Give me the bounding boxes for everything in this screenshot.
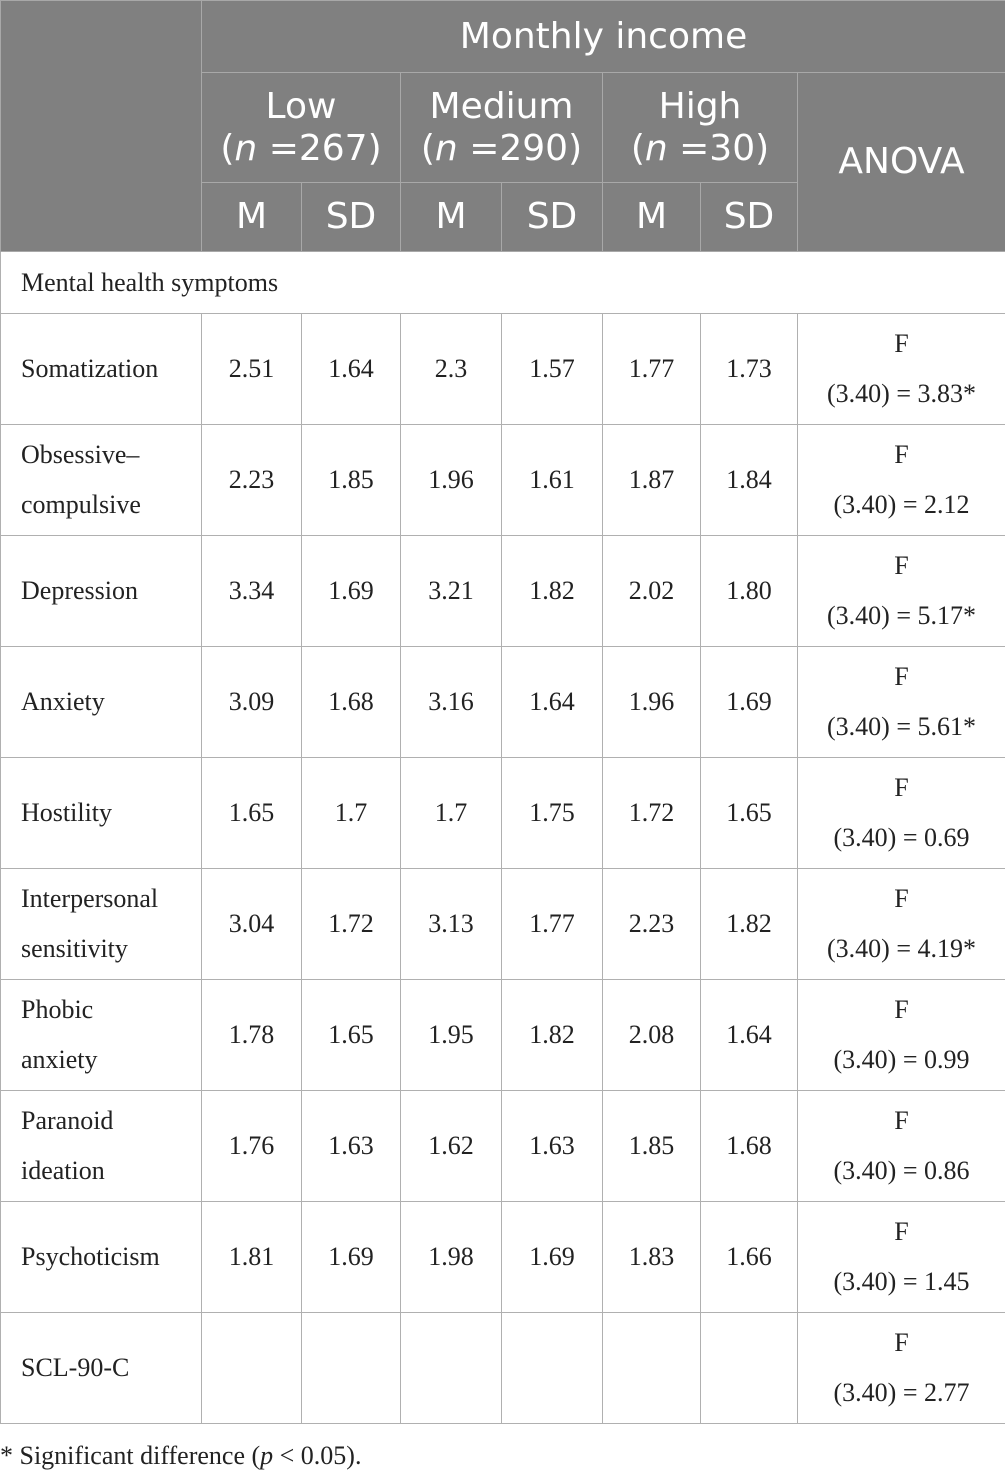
- anova-stat-label: F: [798, 1207, 1005, 1257]
- row-label-line: ideation: [21, 1146, 193, 1196]
- cell-m-low: 2.51: [202, 314, 302, 425]
- anova-stat-value: (3.40) = 3.83*: [798, 369, 1005, 419]
- cell-sd-high: 1.66: [701, 1202, 798, 1313]
- cell-m-low: 3.34: [202, 536, 302, 647]
- cell-sd-medium: 1.63: [502, 1091, 603, 1202]
- cell-m-high: 1.77: [603, 314, 701, 425]
- cell-sd-low: 1.63: [302, 1091, 401, 1202]
- row-label-line: compulsive: [21, 480, 193, 530]
- cell-anova: [798, 758, 1005, 869]
- cell-sd-medium: 1.82: [502, 536, 603, 647]
- cell-m-medium: 1.95: [401, 980, 502, 1091]
- cell-m-high: 1.72: [603, 758, 701, 869]
- table-row: [1, 536, 1005, 647]
- header-corner-cell: [1, 1, 202, 252]
- cell-m-low: 1.81: [202, 1202, 302, 1313]
- header-group-medium: Medium (n =290): [401, 73, 603, 183]
- footnote: [0, 1430, 361, 1482]
- row-label: [1, 1202, 202, 1313]
- table-row: [1, 1202, 1005, 1313]
- cell-sd-low: [302, 1313, 401, 1424]
- footnote-p-symbol: p: [260, 1441, 273, 1470]
- header-group-low: Low (n =267): [202, 73, 401, 183]
- table-row: [1, 425, 1005, 536]
- cell-sd-high: [701, 1313, 798, 1424]
- row-label: [1, 425, 202, 536]
- cell-anova: [798, 980, 1005, 1091]
- cell-sd-high: 1.82: [701, 869, 798, 980]
- cell-anova: [798, 1313, 1005, 1424]
- cell-m-medium: 3.21: [401, 536, 502, 647]
- header-anova: ANOVA: [798, 73, 1005, 252]
- row-label-line: anxiety: [21, 1035, 193, 1085]
- cell-sd-medium: 1.69: [502, 1202, 603, 1313]
- cell-sd-low: 1.69: [302, 536, 401, 647]
- cell-m-high: 1.85: [603, 1091, 701, 1202]
- row-label-line: Interpersonal: [21, 874, 193, 924]
- cell-sd-medium: 1.75: [502, 758, 603, 869]
- table-row: [1, 1313, 1005, 1424]
- anova-stat-label: F: [798, 430, 1005, 480]
- cell-m-medium: 1.98: [401, 1202, 502, 1313]
- cell-m-low: 3.09: [202, 647, 302, 758]
- cell-anova: [798, 647, 1005, 758]
- cell-sd-low: 1.7: [302, 758, 401, 869]
- cell-sd-high: 1.73: [701, 314, 798, 425]
- row-label-line: Anxiety: [21, 677, 193, 727]
- group-name: Low: [266, 86, 337, 127]
- cell-sd-low: 1.68: [302, 647, 401, 758]
- anova-stat-value: (3.40) = 4.19*: [798, 924, 1005, 974]
- row-label-line: Somatization: [21, 344, 193, 394]
- header-sd-low: SD: [302, 183, 401, 252]
- row-label: [1, 980, 202, 1091]
- row-label: [1, 758, 202, 869]
- cell-m-high: 1.96: [603, 647, 701, 758]
- table-row: [1, 647, 1005, 758]
- cell-m-medium: 3.16: [401, 647, 502, 758]
- anova-stat-value: (3.40) = 1.45: [798, 1257, 1005, 1307]
- cell-anova: [798, 869, 1005, 980]
- cell-m-low: 1.76: [202, 1091, 302, 1202]
- cell-sd-high: 1.80: [701, 536, 798, 647]
- cell-m-medium: 2.3: [401, 314, 502, 425]
- anova-stat-value: (3.40) = 0.99: [798, 1035, 1005, 1085]
- anova-stat-label: F: [798, 1096, 1005, 1146]
- cell-m-high: 2.23: [603, 869, 701, 980]
- cell-sd-high: 1.68: [701, 1091, 798, 1202]
- header-group-high: High (n =30): [603, 73, 798, 183]
- cell-m-medium: 1.96: [401, 425, 502, 536]
- cell-sd-high: 1.65: [701, 758, 798, 869]
- anova-stat-value: (3.40) = 5.17*: [798, 591, 1005, 641]
- row-label-line: SCL-90-C: [21, 1343, 193, 1393]
- anova-stat-label: F: [798, 541, 1005, 591]
- row-label-line: Paranoid: [21, 1096, 193, 1146]
- group-n-value: =290: [458, 128, 568, 169]
- anova-stat-label: F: [798, 319, 1005, 369]
- row-label-line: Phobic: [21, 985, 193, 1035]
- table-row: [1, 1091, 1005, 1202]
- anova-stat-label: F: [798, 985, 1005, 1035]
- row-label-line: Psychoticism: [21, 1232, 193, 1282]
- row-label: [1, 536, 202, 647]
- cell-m-high: [603, 1313, 701, 1424]
- cell-sd-low: 1.85: [302, 425, 401, 536]
- cell-m-low: 2.23: [202, 425, 302, 536]
- table-row: [1, 869, 1005, 980]
- row-label-line: Hostility: [21, 788, 193, 838]
- cell-sd-high: 1.69: [701, 647, 798, 758]
- cell-m-low: 1.65: [202, 758, 302, 869]
- section-label: Mental health symptoms: [1, 252, 1005, 314]
- anova-stat-label: F: [798, 874, 1005, 924]
- cell-sd-medium: 1.57: [502, 314, 603, 425]
- group-name: Medium: [430, 86, 574, 127]
- cell-sd-medium: 1.64: [502, 647, 603, 758]
- anova-stat-label: F: [798, 1318, 1005, 1368]
- row-label: [1, 314, 202, 425]
- group-n-value: =30: [668, 128, 755, 169]
- anova-stat-value: (3.40) = 5.61*: [798, 702, 1005, 752]
- anova-stat-value: (3.40) = 2.77: [798, 1368, 1005, 1418]
- cell-sd-high: 1.84: [701, 425, 798, 536]
- anova-stat-value: (3.40) = 0.69: [798, 813, 1005, 863]
- cell-sd-medium: 1.77: [502, 869, 603, 980]
- group-n-symbol: n: [645, 128, 668, 169]
- row-label: [1, 869, 202, 980]
- cell-m-medium: [401, 1313, 502, 1424]
- table-row: [1, 758, 1005, 869]
- cell-sd-low: 1.64: [302, 314, 401, 425]
- cell-anova: [798, 1202, 1005, 1313]
- cell-sd-medium: 1.61: [502, 425, 603, 536]
- header-m-low: M: [202, 183, 302, 252]
- cell-sd-low: 1.65: [302, 980, 401, 1091]
- anova-stat-label: F: [798, 652, 1005, 702]
- cell-m-high: 1.87: [603, 425, 701, 536]
- group-n-value: =267: [257, 128, 367, 169]
- cell-m-high: 2.08: [603, 980, 701, 1091]
- anova-stat-label: F: [798, 763, 1005, 813]
- header-m-high: M: [603, 183, 701, 252]
- footnote-suffix: < 0.05).: [273, 1441, 361, 1470]
- cell-m-low: [202, 1313, 302, 1424]
- cell-m-high: 1.83: [603, 1202, 701, 1313]
- anova-stat-value: (3.40) = 0.86: [798, 1146, 1005, 1196]
- cell-sd-low: 1.72: [302, 869, 401, 980]
- table-body: [1, 252, 1005, 1424]
- cell-sd-low: 1.69: [302, 1202, 401, 1313]
- row-label: [1, 1313, 202, 1424]
- table-row: [1, 314, 1005, 425]
- cell-sd-medium: 1.82: [502, 980, 603, 1091]
- cell-anova: [798, 536, 1005, 647]
- footnote-prefix: * Significant difference (: [0, 1441, 260, 1470]
- group-n-symbol: n: [234, 128, 257, 169]
- table-row: [1, 980, 1005, 1091]
- group-n-symbol: n: [435, 128, 458, 169]
- table-header: [1, 1, 1005, 252]
- cell-m-medium: 1.62: [401, 1091, 502, 1202]
- row-label: [1, 647, 202, 758]
- header-sd-medium: SD: [502, 183, 603, 252]
- cell-m-low: 3.04: [202, 869, 302, 980]
- header-group-title: Monthly income: [202, 1, 1005, 73]
- header-sd-high: SD: [701, 183, 798, 252]
- anova-stat-value: (3.40) = 2.12: [798, 480, 1005, 530]
- cell-anova: [798, 1091, 1005, 1202]
- group-name: High: [659, 86, 742, 127]
- cell-m-medium: 1.7: [401, 758, 502, 869]
- cell-m-medium: 3.13: [401, 869, 502, 980]
- row-label-line: Depression: [21, 566, 193, 616]
- row-label-line: Obsessive–: [21, 430, 193, 480]
- cell-sd-high: 1.64: [701, 980, 798, 1091]
- cell-anova: [798, 314, 1005, 425]
- cell-anova: [798, 425, 1005, 536]
- row-label-line: sensitivity: [21, 924, 193, 974]
- cell-m-high: 2.02: [603, 536, 701, 647]
- cell-sd-medium: [502, 1313, 603, 1424]
- row-label: [1, 1091, 202, 1202]
- cell-m-low: 1.78: [202, 980, 302, 1091]
- header-m-medium: M: [401, 183, 502, 252]
